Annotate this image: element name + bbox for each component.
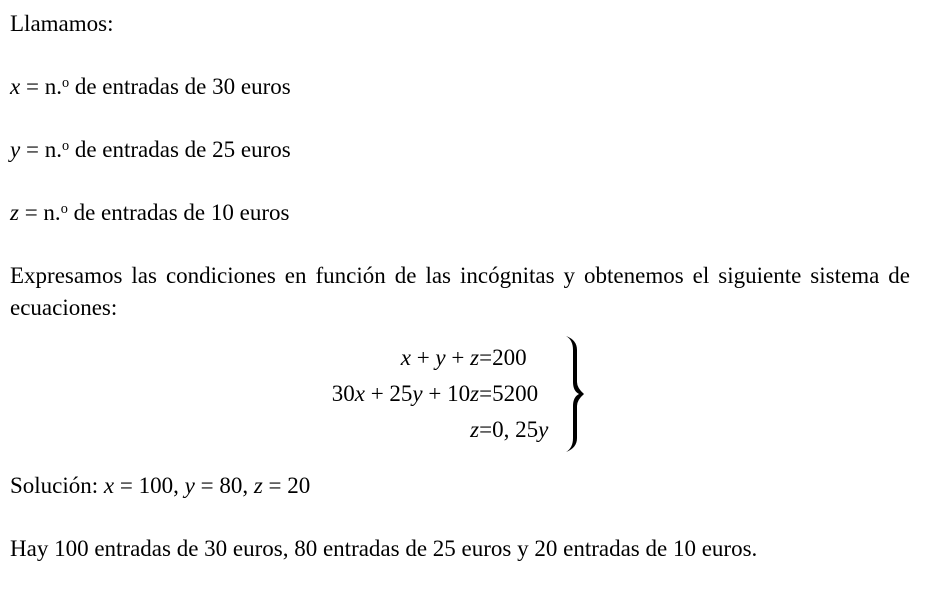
equation-rhs: 5200 (492, 381, 539, 406)
equation-rhs: 0, 25y (492, 417, 549, 442)
system-intro-paragraph: Expresamos las condiciones en función de las incógnitas y obtenemos el siguiente sistema de ecuaciones: (10, 263, 910, 320)
definition-z-eq: = n. (18, 200, 61, 225)
equation-rhs: 200 (492, 345, 527, 370)
variable-y: y (10, 137, 21, 162)
definition-x-eq: = n. (20, 74, 62, 99)
equation-lhs: x + y + z (400, 345, 480, 370)
ordinal-superscript: o (60, 200, 68, 217)
equation-table (332, 340, 549, 448)
equation-row (332, 412, 549, 448)
definition-y-rest: de entradas de 25 euros (69, 137, 291, 162)
definition-x-rest: de entradas de 30 euros (69, 74, 291, 99)
variable-z: z (10, 200, 19, 225)
equals-sign: = (479, 417, 493, 442)
equation-row (332, 340, 549, 376)
solution-label: Solución: (10, 473, 99, 498)
definition-y-eq: = n. (20, 137, 62, 162)
equation-system (10, 336, 910, 452)
ordinal-superscript: o (61, 137, 70, 154)
equation-row (332, 376, 549, 412)
definition-z (10, 197, 910, 229)
ordinal-superscript: o (61, 74, 70, 91)
equals-sign: = (479, 381, 493, 406)
conclusion-text: Hay 100 entradas de 30 euros, 80 entradas de 25 euros y 20 entradas de 10 euros. (10, 536, 758, 561)
intro-text: Llamamos: (10, 11, 114, 36)
closing-brace-icon (562, 336, 588, 452)
equals-sign: = (479, 345, 493, 370)
equation-lhs: z (470, 417, 480, 442)
definition-z-rest: de entradas de 10 euros (67, 200, 290, 225)
variable-x: x (10, 74, 21, 99)
definition-y (10, 134, 910, 166)
solution-text (10, 470, 910, 502)
solution-values: x = 100, y = 80, z = 20 (103, 473, 311, 498)
equation-lhs: 30x + 25y + 10z (331, 381, 480, 406)
definition-x (10, 71, 910, 103)
